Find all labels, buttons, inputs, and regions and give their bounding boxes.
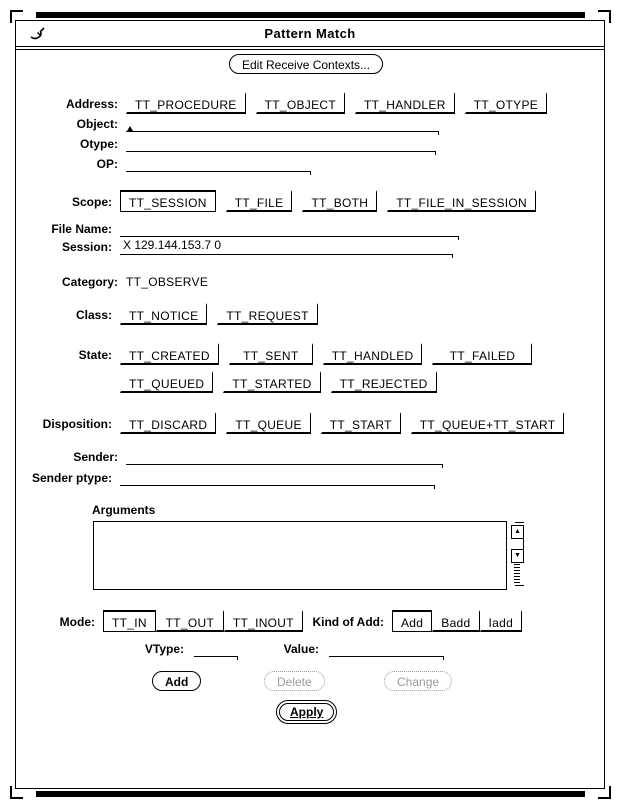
disposition-row — [30, 412, 574, 434]
otype-input[interactable] — [126, 135, 435, 152]
scroll-down-button[interactable] — [511, 549, 524, 563]
kind-of-add-option-iadd[interactable]: Iadd — [480, 610, 523, 632]
scope-option-tt-file-in-session[interactable]: TT_FILE_IN_SESSION — [387, 190, 536, 212]
delete-button[interactable]: Delete — [264, 671, 325, 691]
disposition-option-tt-discard[interactable]: TT_DISCARD — [120, 412, 216, 434]
scrollbar-bottom-anchor[interactable] — [515, 585, 524, 586]
sender-input[interactable] — [126, 448, 442, 465]
resize-corner-top-left[interactable] — [10, 10, 12, 23]
resize-corner-bottom-left[interactable] — [10, 786, 12, 799]
address-option-tt-object[interactable]: TT_OBJECT — [256, 92, 345, 114]
value-input[interactable] — [329, 640, 443, 657]
mode-label: Mode: — [59, 615, 95, 629]
sender-ptype-label: Sender ptype: — [31, 471, 112, 485]
window-top-band — [36, 12, 585, 18]
state-row-1 — [30, 343, 542, 365]
vtype-value — [194, 640, 197, 654]
state-option-tt-created[interactable]: TT_CREATED — [120, 343, 219, 365]
down-arrow-icon: ▼ — [514, 552, 521, 559]
address-option-tt-handler[interactable]: TT_HANDLER — [355, 92, 455, 114]
op-label: OP: — [96, 157, 118, 171]
address-row — [30, 92, 557, 114]
sender-value — [126, 448, 129, 462]
state-option-tt-handled[interactable]: TT_HANDLED — [323, 343, 423, 365]
address-label: Address: — [65, 97, 118, 111]
disposition-option-tt-queue-tt-start[interactable]: TT_QUEUE+TT_START — [411, 412, 565, 434]
scrollbar-drag-area[interactable] — [511, 539, 524, 549]
object-row — [30, 115, 438, 132]
session-row — [30, 238, 452, 255]
value-value — [329, 640, 332, 654]
mode-option-tt-out[interactable]: TT_OUT — [156, 610, 224, 632]
address-option-tt-otype[interactable]: TT_OTYPE — [465, 92, 547, 114]
otype-row — [30, 135, 435, 152]
otype-value — [126, 135, 129, 149]
session-input[interactable] — [120, 238, 452, 255]
object-label: Object: — [76, 117, 118, 131]
mode-row — [55, 610, 303, 632]
scope-row — [30, 190, 546, 212]
scroll-up-button[interactable] — [511, 525, 524, 539]
vtype-input[interactable] — [194, 640, 237, 657]
sender-label: Sender: — [73, 450, 118, 464]
scope-option-tt-session[interactable]: TT_SESSION — [120, 190, 216, 212]
op-input[interactable] — [126, 155, 310, 172]
mode-option-tt-inout[interactable]: TT_INOUT — [224, 610, 303, 632]
arguments-label: Arguments — [92, 503, 156, 517]
scope-option-tt-file[interactable]: TT_FILE — [226, 190, 293, 212]
state-label: State: — [78, 348, 112, 362]
add-button[interactable]: Add — [152, 671, 201, 691]
class-option-tt-request[interactable]: TT_REQUEST — [217, 303, 317, 325]
apply-button[interactable] — [276, 700, 337, 724]
object-input[interactable] — [126, 115, 438, 132]
file-name-row — [30, 220, 458, 237]
state-option-tt-rejected[interactable]: TT_REJECTED — [331, 371, 437, 393]
class-row — [30, 303, 328, 325]
op-value — [126, 155, 129, 169]
arguments-list[interactable] — [93, 521, 507, 590]
file-name-input[interactable] — [120, 220, 458, 237]
state-option-tt-sent[interactable]: TT_SENT — [229, 343, 313, 365]
scope-option-tt-both[interactable]: TT_BOTH — [302, 190, 377, 212]
category-row — [30, 274, 208, 290]
mode-option-tt-in[interactable]: TT_IN — [103, 610, 156, 632]
kind-of-add-label: Kind of Add: — [312, 615, 384, 629]
sender-ptype-input[interactable] — [120, 469, 434, 486]
sender-row — [30, 448, 442, 465]
state-option-tt-queued[interactable]: TT_QUEUED — [120, 371, 213, 393]
disposition-option-tt-queue[interactable]: TT_QUEUE — [226, 412, 310, 434]
state-row-2 — [30, 371, 447, 393]
op-row — [30, 155, 310, 172]
title-divider — [16, 49, 604, 50]
kind-of-add-row — [300, 610, 522, 632]
sender-ptype-value — [120, 469, 123, 483]
session-value: X 129.144.153.7 0 — [123, 238, 222, 252]
vtype-label: VType: — [144, 642, 184, 656]
otype-label: Otype: — [79, 137, 118, 151]
scope-label: Scope: — [71, 195, 112, 209]
kind-of-add-option-add[interactable]: Add — [392, 610, 432, 632]
scrollbar-cable — [514, 564, 520, 583]
class-label: Class: — [75, 308, 112, 322]
text-caret-icon — [127, 126, 133, 131]
category-label: Category: — [61, 275, 118, 289]
state-option-tt-started[interactable]: TT_STARTED — [223, 371, 320, 393]
window-bottom-band — [36, 791, 585, 797]
window-title: Pattern Match — [264, 26, 356, 41]
file-name-label: File Name: — [51, 222, 112, 236]
category-value[interactable]: TT_OBSERVE — [126, 275, 209, 289]
edit-receive-contexts-button[interactable]: Edit Receive Contexts... — [229, 54, 383, 74]
resize-corner-top-right[interactable] — [609, 10, 611, 23]
class-option-tt-notice[interactable]: TT_NOTICE — [120, 303, 207, 325]
value-label: Value: — [283, 642, 319, 656]
resize-corner-bottom-right[interactable] — [609, 786, 611, 799]
sender-ptype-row — [18, 469, 434, 486]
apply-button-label: Apply — [279, 703, 334, 721]
state-option-tt-failed[interactable]: TT_FAILED — [432, 343, 532, 365]
disposition-label: Disposition: — [42, 417, 112, 431]
address-option-tt-procedure[interactable]: TT_PROCEDURE — [126, 92, 246, 114]
up-arrow-icon: ▲ — [514, 528, 521, 535]
file-name-value — [120, 220, 123, 234]
vtype-value-row — [135, 640, 443, 657]
change-button[interactable]: Change — [384, 671, 452, 691]
session-label: Session: — [61, 240, 112, 254]
kind-of-add-option-badd[interactable]: Badd — [432, 610, 479, 632]
title-bar[interactable] — [16, 21, 604, 47]
disposition-option-tt-start[interactable]: TT_START — [321, 412, 401, 434]
arguments-scrollbar — [511, 521, 526, 590]
scrollbar-top-anchor[interactable] — [515, 522, 524, 523]
